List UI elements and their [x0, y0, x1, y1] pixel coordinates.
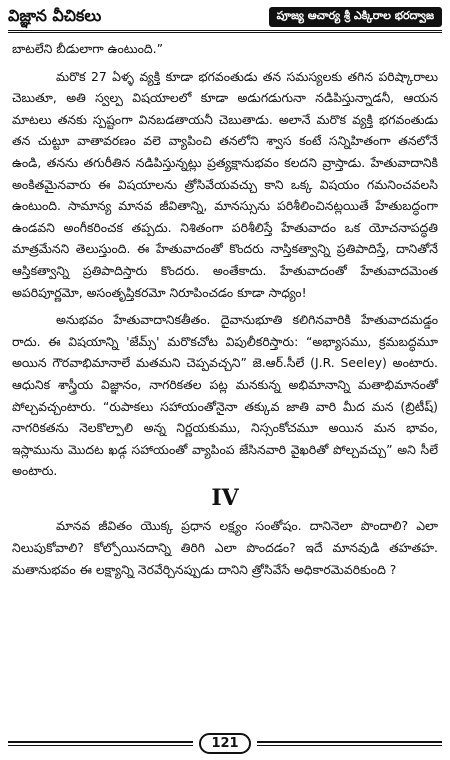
page-header	[8, 4, 442, 33]
author-banner: పూజ్య ఆచార్య శ్రీ ఎక్కిరాల భరద్వాజ	[269, 7, 442, 27]
footer-rule-left	[8, 741, 193, 746]
page-body	[12, 38, 438, 586]
page-number: 121	[199, 733, 250, 754]
section-heading: IV	[211, 484, 239, 511]
footer-rule-right	[257, 741, 442, 746]
paragraph: మరొక 27 ఏళ్ళ వ్యక్తి కూడా భగవంతుడు తన సమస్యలకు తగిన పరిష్కారాలు చెబుతూ, అతి స్వల్ప విషయాలలో కూడా అడుగడుగునా నడిపిస్తున్నాడనీ, ఆయన మాటలు తనకు స్పష్టంగా వినబడతాయనీ చెబుతాడు. అలానే మరొక వ్యక్తి భగవంతుడు తన చుట్టూ వాతావరణం వలె వ్యాపించి తనలోని శ్వాస కంటే సన్నిహితంగా తనలోనే ఉండి, తనను తగురీతిన నడిపిస్తున్నట్లు ప్రత్యక్షానుభవం కలదని వ్రాస్తాడు. హేతువాదానికి అంకితమైనవారు ఈ విషయాలను త్రోసివేయవచ్చు కాని ఒక్క విషయం గమనించవలసి ఉంటుంది. సామాన్య మానవ జీవితాన్ని, మానస్సును పరిశీలించినట్లయితే హేతుబద్ధంగా ఉండవని అంగీకరించక తప్పదు. నిశితంగా పరిశీలిస్తే హేతువాదం ఒక యోచనాపద్ధతి మాత్రమేనని తెలుస్తుంది. ఈ హేతువాదంతో కొందరు నాస్తికత్వాన్ని ప్రతిపాదిస్తే, దానితోనే ఆస్తికత్వాన్ని ప్రతిపాదిస్తారు కొందరు. అంతేకాదు. హేతువాదంతో హేతువాదమెంత అపరిపూర్ణమో, అసంతృప్తికరమో నిరూపించడం కూడా సాధ్యం!	[12, 68, 438, 300]
paragraph: మానవ జీవితం యొక్క ప్రధాన లక్ష్యం సంతోషం. దానినెలా పొందాలి? ఎలా నిలుపుకోవాలి? కోల్పోయినదాన్ని తిరిగి ఎలా పొందడం? ఇదే మానవుడి తహతహ. మతానుభవం ఈ లక్ష్యాన్ని నెరవేర్చినప్పుడు దానిని త్రోసివేసే అధికారమెవరికుంది ?	[12, 518, 438, 577]
paragraph: అనుభవం హేతువాదానికతీతం. దైవానుభూతి కలిగినవారికి హేతువాదమడ్డం రాదు. ఈ విషయాన్ని 'జేమ్స్' మరొకచోట విపులీకరిస్తారు: “అభ్యాసము, క్రమబద్ధమూ అయిన గౌరవాభిమానాలే మతమని చెప్పవచ్చని” జె.ఆర్.సీలే (J.R. Seeley) అంటారు. ఆధునిక శాస్త్రీయ విజ్ఞానం, నాగరికతల పట్ల మనకున్న అభిమానాన్ని మతాభిమానంతో పోల్చవచ్చంటారు. “రుపాకలు సహాయంతోనైనా తక్కువ జాతి వారి మీద మన (బ్రిటీష్) నాగరికతను నెలకొల్పాలి అన్న నిర్ణయకుము, నిస్సంకోచమూ అయిన మన భావం, ఇస్లామును మొదట ఖడ్గ సహాయంతో వ్యాపింప జేసినవారి వైఖరితో పోల్చవచ్చు” అని సీలే అంటారు.	[12, 312, 438, 479]
paragraph-continuation: బాటలేని బీడులాగా ఉంటుంది.”	[12, 41, 164, 56]
page-footer	[8, 732, 442, 754]
book-title: విజ్ఞాన వీచికలు	[8, 5, 102, 25]
